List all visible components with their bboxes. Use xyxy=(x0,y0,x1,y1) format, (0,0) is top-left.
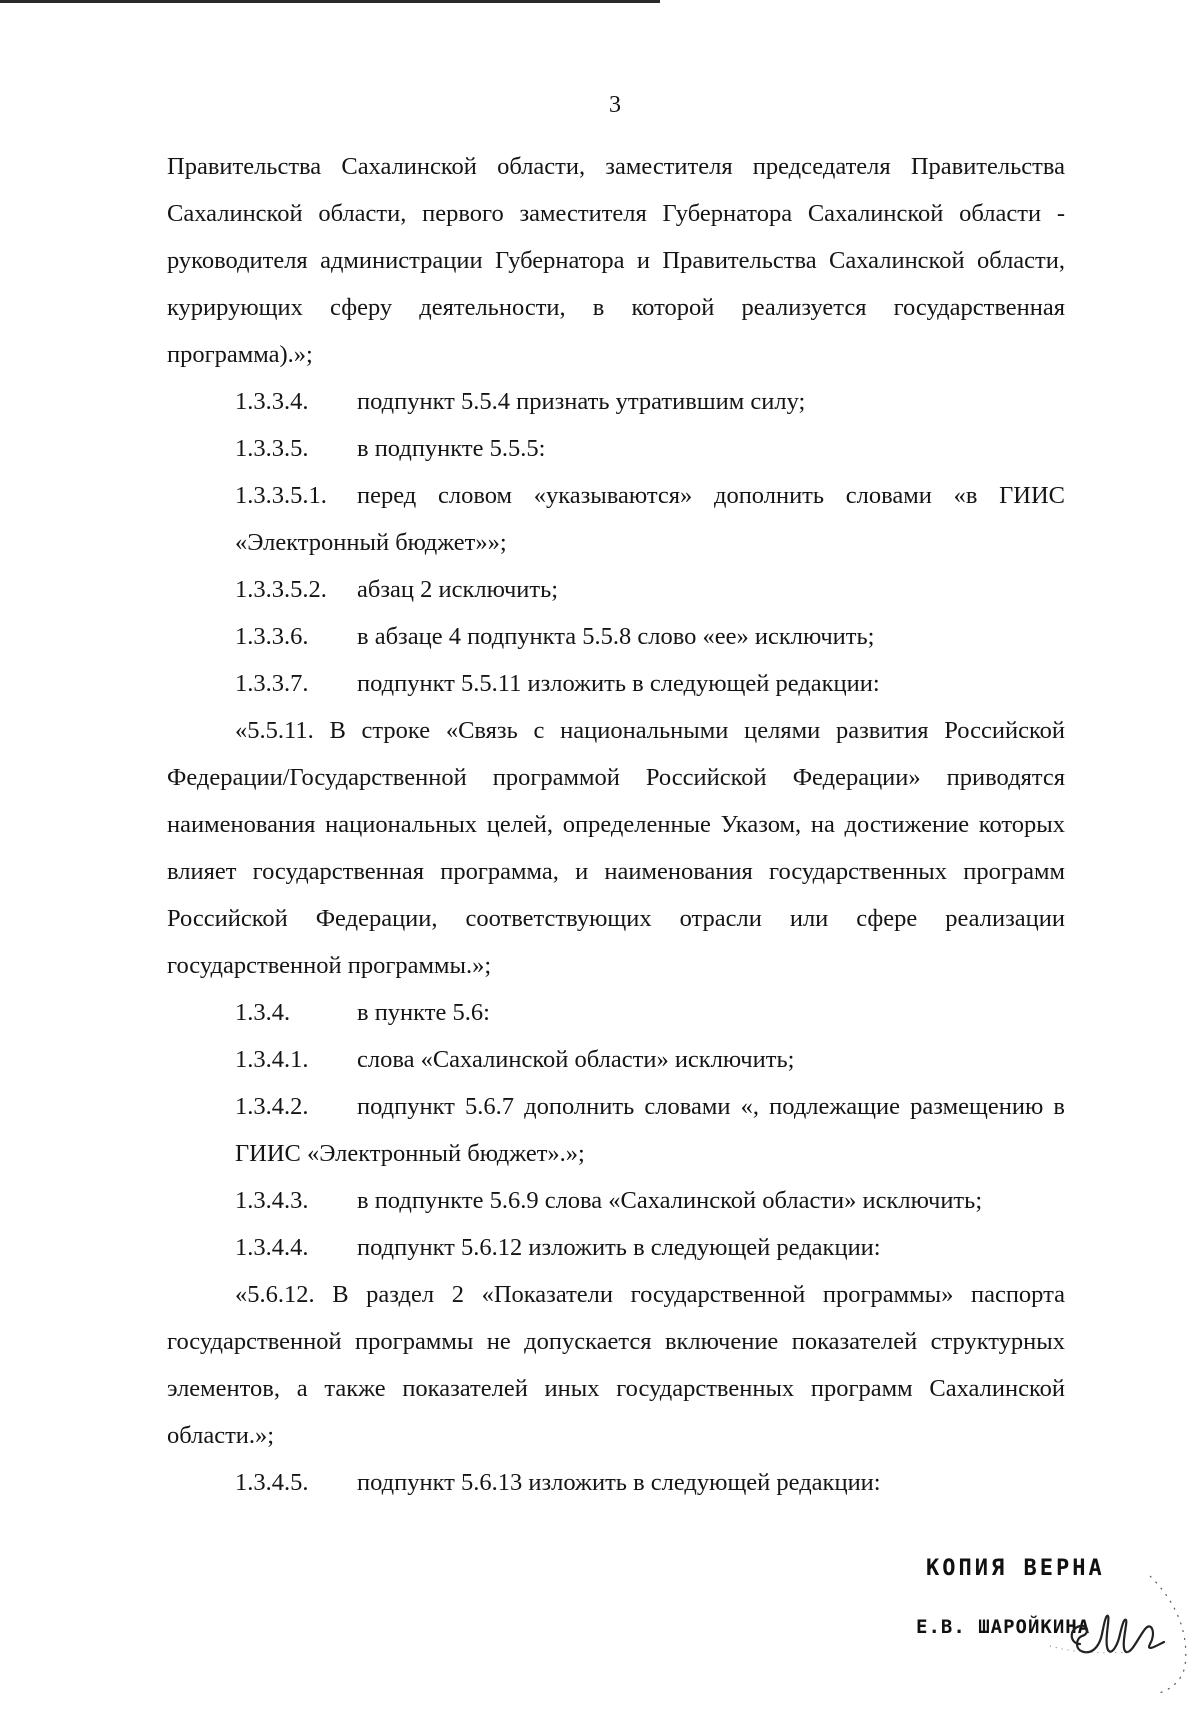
quoted-paragraph-5-5-11: «5.5.11. В строке «Связь с национальными целями развития Российской Федерации/Государственной программой Российской Федерации» приводятся наименования национальных целей, определенные Указом, на достижение которых влияет государственная программа, и наименования государственных программ Российской Федерации, соответствующих отрасли или сфере реализации государственной программы.»; xyxy=(167,717,1065,979)
item-number: 1.3.4.2. xyxy=(235,1093,309,1120)
item-number: 1.3.4. xyxy=(235,999,291,1026)
list-item-1-3-4-5 xyxy=(167,1459,1065,1506)
list-item-1-3-3-5-2 xyxy=(167,566,1065,613)
item-text: подпункт 5.5.4 признать утратившим силу; xyxy=(357,388,806,415)
item-number: 1.3.4.3. xyxy=(235,1187,309,1214)
item-number: 1.3.3.5.2. xyxy=(235,576,327,603)
list-item-1-3-4-1 xyxy=(167,1036,1065,1083)
item-text: абзац 2 исключить; xyxy=(357,576,559,603)
item-text: в подпункте 5.5.5: xyxy=(357,435,546,462)
item-text: подпункт 5.6.13 изложить в следующей редакции: xyxy=(357,1469,881,1496)
item-text: в абзаце 4 подпункта 5.5.8 слово «ее» исключить; xyxy=(357,623,875,650)
stamp-name: Е.В. ШАРОЙКИНА xyxy=(916,1616,1091,1638)
list-item-1-3-4 xyxy=(167,989,1065,1036)
stamp-title: КОПИЯ ВЕРНА xyxy=(926,1556,1105,1581)
list-item-1-3-4-3 xyxy=(167,1177,1065,1224)
list-item-1-3-4-4 xyxy=(167,1224,1065,1271)
item-text: подпункт 5.6.7 дополнить словами «, подлежащие размещению в ГИИС «Электронный бюджет».»; xyxy=(235,1093,1065,1167)
list-item-1-3-3-4 xyxy=(167,378,1065,425)
item-text: подпункт 5.6.12 изложить в следующей редакции: xyxy=(357,1234,881,1261)
scan-top-edge-line xyxy=(0,0,660,3)
item-number: 1.3.4.4. xyxy=(235,1234,309,1261)
quoted-paragraph-5-6-12: «5.6.12. В раздел 2 «Показатели государственной программы» паспорта государственной программы не допускается включение показателей структурных элементов, а также показателей иных государственных программ Сахалинской области.»; xyxy=(167,1281,1065,1449)
list-item-1-3-3-5-1 xyxy=(167,472,1065,566)
item-number: 1.3.4.1. xyxy=(235,1046,309,1073)
item-number: 1.3.3.7. xyxy=(235,670,309,697)
item-number: 1.3.3.6. xyxy=(235,623,309,650)
item-number: 1.3.4.5. xyxy=(235,1469,309,1496)
item-number: 1.3.3.4. xyxy=(235,388,309,415)
item-text: слова «Сахалинской области» исключить; xyxy=(357,1046,795,1073)
intro-paragraph: Правительства Сахалинской области, заместителя председателя Правительства Сахалинской области, первого заместителя Губернатора Сахалинской области - руководителя администрации Губернатора и Правительства Сахалинской области, курирующих сферу деятельности, в которой реализуется государственная программа).»; xyxy=(167,153,1065,368)
list-item-1-3-3-5 xyxy=(167,425,1065,472)
item-text: в пункте 5.6: xyxy=(357,999,490,1026)
item-text: перед словом «указываются» дополнить словами «в ГИИС «Электронный бюджет»»; xyxy=(235,482,1065,556)
item-number: 1.3.3.5.1. xyxy=(235,482,327,509)
item-number: 1.3.3.5. xyxy=(235,435,309,462)
item-text: подпункт 5.5.11 изложить в следующей редакции: xyxy=(357,670,880,697)
list-item-1-3-3-7 xyxy=(167,660,1065,707)
handwritten-signature xyxy=(1060,1604,1170,1664)
list-item-1-3-3-6 xyxy=(167,613,1065,660)
page-number: 3 xyxy=(609,92,621,118)
copy-certification-stamp xyxy=(900,1556,1200,1696)
document-body xyxy=(167,143,1065,1506)
list-item-1-3-4-2 xyxy=(167,1083,1065,1177)
item-text: в подпункте 5.6.9 слова «Сахалинской области» исключить; xyxy=(357,1187,983,1214)
